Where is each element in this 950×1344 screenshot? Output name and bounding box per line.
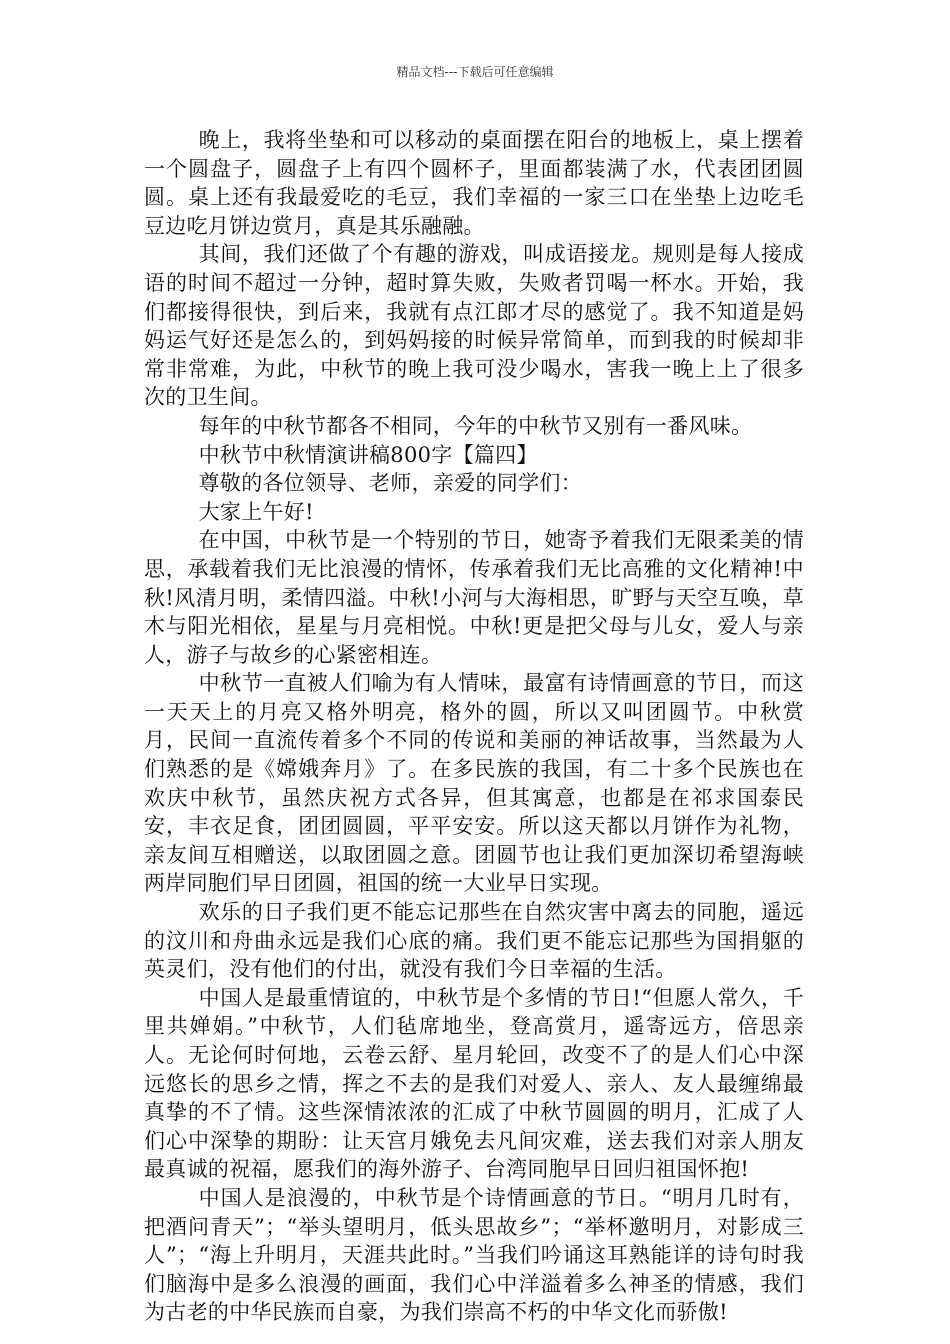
paragraph-affection: 中国人是最重情谊的，中秋节是个多情的节日!“但愿人常久，千里共婵娟。”中秋节，人们毡席地坐，登高赏月，遥寄远方，倍思亲人。无论何时何地，云卷云舒、星月轮回，改变不了的是人们心中深远悠长的思乡之情，挥之不去的是我们对爱人、亲人、友人最缠绵最真挚的不了情。这些深情浓浓的汇成了中秋节圆圆的明月，汇成了人们心中深挚的期盼：让天宫月娥免去凡间灾难，送去我们对亲人朋友最真诚的祝福，愿我们的海外游子、台湾同胞早日回归祖国怀抱! bbox=[144, 985, 804, 1182]
paragraph-remembrance: 欢乐的日子我们更不能忘记那些在自然灾害中离去的同胞，遥远的汶川和舟曲永远是我们心底的痛。我们更不能忘记那些为国捐躯的英灵们，没有他们的付出，就没有我们今日幸福的生活。 bbox=[144, 900, 804, 982]
page-header: 精品文档---下载后可任意编辑 bbox=[396, 65, 554, 79]
paragraph-unique-festival: 每年的中秋节都各不相同，今年的中秋节又别有一番风味。 bbox=[198, 413, 753, 438]
paragraph-romance: 中国人是浪漫的，中秋节是个诗情画意的节日。“明月几时有，把酒问青天”；“举头望明月，低头思故乡”；“举杯邀明月，对影成三人”；“海上升明月，天涯共此时。”当我们吟诵这耳熟能详的诗句时我们脑海中是多么浪漫的画面，我们心中洋溢着多么神圣的情感，我们为古老的中华民族而自豪，为我们崇高不朽的中华文化而骄傲! bbox=[144, 1185, 804, 1325]
paragraph-reunion-festival: 中秋节一直被人们喻为有人情味，最富有诗情画意的节日，而这一天天上的月亮又格外明亮，格外的圆，所以又叫团圆节。中秋赏月，民间一直流传着多个不同的传说和美丽的神话故事，当然最为人们熟悉的是《嫦娥奔月》了。在多民族的我国，有二十多个民族也在欢庆中秋节，虽然庆祝方式各异，但其寓意，也都是在祁求国泰民安，丰衣足食，团团圆圆，平平安安。所以这天都以月饼作为礼物，亲友间互相赠送，以取团圆之意。团圆节也让我们更加深切希望海峡两岸同胞们早日团圆，祖国的统一大业早日实现。 bbox=[144, 671, 804, 896]
speech-salutation: 尊敬的各位领导、老师，亲爱的同学们： bbox=[198, 471, 582, 496]
paragraph-moon-viewing: 晚上，我将坐垫和可以移动的桌面摆在阳台的地板上，桌上摆着一个圆盘子，圆盘子上有四个圆杯子，里面都装满了水，代表团团圆圆。桌上还有我最爱吃的毛豆，我们幸福的一家三口在坐垫上边吃毛豆边吃月饼边赏月，真是其乐融融。 bbox=[144, 128, 804, 238]
paragraph-special-festival: 在中国，中秋节是一个特别的节日，她寄予着我们无限柔美的情思，承载着我们无比浪漫的情怀，传承着我们无比高雅的文化精神!中秋!风清月明，柔情四溢。中秋!小河与大海相思，旷野与天空互唤，草木与阳光相依，星星与月亮相悦。中秋!更是把父母与儿女，爱人与亲人，游子与故乡的心紧密相连。 bbox=[144, 528, 804, 667]
paragraph-idiom-game: 其间，我们还做了个有趣的游戏，叫成语接龙。规则是每人接成语的时间不超过一分钟，超时算失败，失败者罚喝一杯水。开始，我们都接得很快，到后来，我就有点江郎才尽的感觉了。我不知道是妈妈运气好还是怎么的，到妈妈接的时候异常简单，而到我的时候却非常非常难，为此，中秋节的晚上我可没少喝水，害我一晚上上了很多次的卫生间。 bbox=[144, 242, 804, 410]
section-title: 中秋节中秋情演讲稿800字【篇四】 bbox=[198, 442, 538, 467]
speech-greeting: 大家上午好! bbox=[198, 499, 314, 524]
document-body bbox=[144, 126, 804, 1327]
